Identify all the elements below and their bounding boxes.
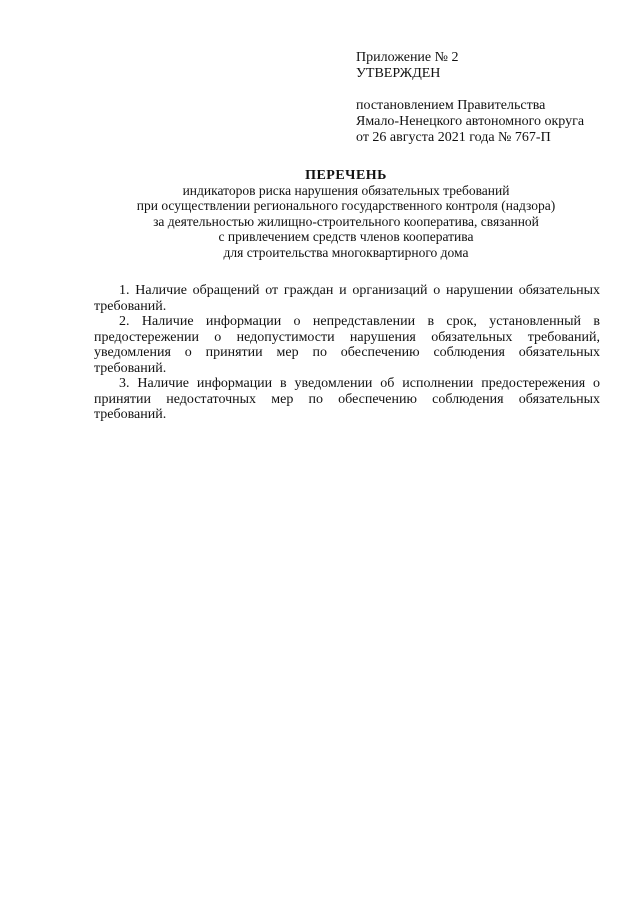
indicator-item-1: 1. Наличие обращений от граждан и организаций о нарушении обязательных требований. bbox=[94, 283, 600, 314]
indicator-item-2: 2. Наличие информации о непредставлении в срок, установленный в предостережении о недопустимости нарушения обязательных требований, уведомления о принятии мер по обеспечению соблюдения обязательных требований. bbox=[94, 314, 600, 376]
heading-line-1: индикаторов риска нарушения обязательных требований bbox=[182, 183, 510, 198]
heading-line-2: при осуществлении регионального государственного контроля (надзора) bbox=[136, 198, 556, 214]
decree-line-3: от 26 августа 2021 года № 767-П bbox=[356, 130, 551, 145]
approval-spacer bbox=[356, 82, 584, 98]
appendix-number: Приложение № 2 bbox=[356, 50, 459, 65]
heading-line-5: для строительства многоквартирного дома bbox=[223, 244, 469, 260]
approved-label: УТВЕРЖДЕН bbox=[356, 66, 441, 81]
document-heading bbox=[90, 169, 602, 260]
decree-line-2: Ямало-Ненецкого автономного округа bbox=[356, 114, 585, 129]
indicator-item-3: 3. Наличие информации в уведомлении об исполнении предостережения о принятии недостаточных мер по обеспечению соблюдения обязательных требований. bbox=[94, 376, 600, 422]
heading-line-3: за деятельностью жилищно-строительного кооператива, связанной bbox=[153, 213, 539, 229]
indicator-list bbox=[94, 283, 600, 423]
approval-block bbox=[356, 50, 584, 146]
heading-line-4: с привлечением средств членов кооператива bbox=[218, 229, 474, 245]
decree-line-1: постановлением Правительства bbox=[356, 98, 546, 113]
document-title: ПЕРЕЧЕНЬ bbox=[305, 168, 387, 183]
